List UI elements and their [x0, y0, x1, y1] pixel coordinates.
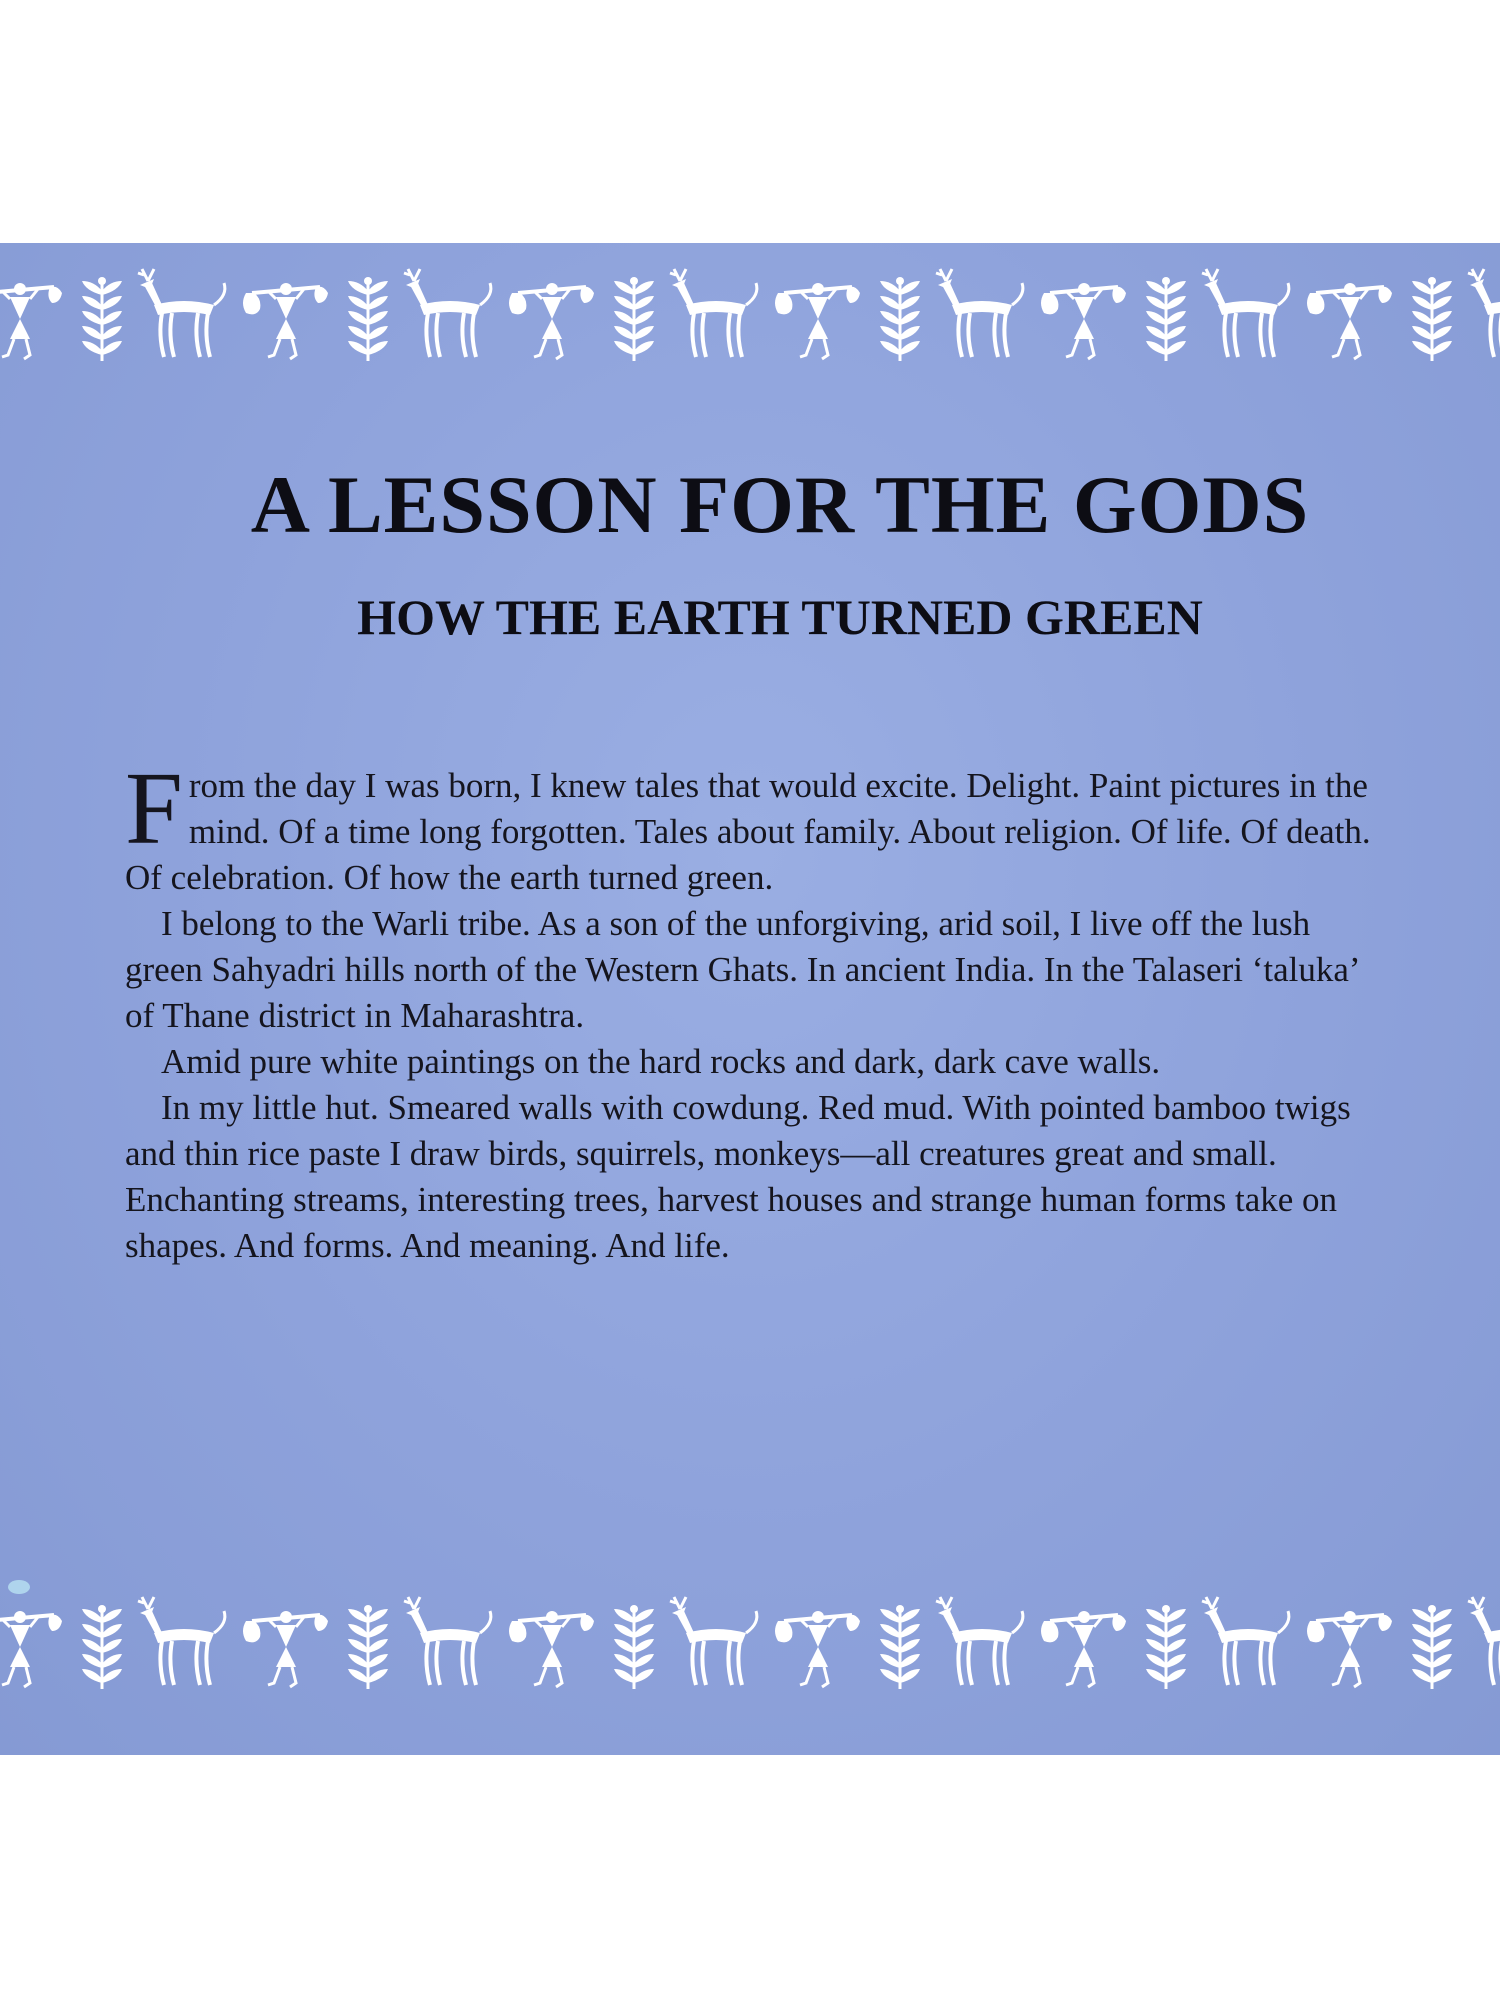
- porter-with-bundles-icon: [1041, 1611, 1126, 1687]
- drop-cap: F: [125, 751, 183, 866]
- deer-icon: [1468, 1597, 1500, 1685]
- deer-icon: [670, 269, 757, 357]
- porter-with-bundles-icon: [775, 283, 860, 359]
- porter-with-bundles-icon: [509, 1611, 594, 1687]
- leaf-plant-icon: [348, 1605, 388, 1689]
- book-page-panel: [0, 243, 1500, 1755]
- paragraph-3: Amid pure white paintings on the hard rocks and dark, dark cave walls.: [161, 1042, 1161, 1081]
- paragraph-2: I belong to the Warli tribe. As a son of the unforgiving, arid soil, I live off the lush green Sahyadri hills north of the Western Ghats. In ancient India. In the Talaseri ‘taluka’ of Thane district in Maharashtra.: [125, 904, 1358, 1035]
- porter-with-bundles-icon: [243, 283, 328, 359]
- paragraph-1-text: rom the day I was born, I knew tales that would excite. Delight. Paint pictures in the mind. Of a time long forgotten. Tales about family. About religion. Of life. Of death. Of celebration. Of how the earth turned green.: [125, 766, 1371, 897]
- leaf-plant-icon: [1412, 277, 1452, 361]
- leaf-plant-icon: [880, 1605, 920, 1689]
- deer-icon: [404, 1597, 491, 1685]
- deer-icon: [936, 269, 1023, 357]
- porter-with-bundles-icon: [0, 1611, 62, 1687]
- deer-icon: [670, 1597, 757, 1685]
- porter-with-bundles-icon: [1307, 1611, 1392, 1687]
- leaf-plant-icon: [82, 1605, 122, 1689]
- leaf-plant-icon: [1146, 277, 1186, 361]
- porter-with-bundles-icon: [1307, 283, 1392, 359]
- deer-icon: [404, 269, 491, 357]
- paragraph-1: [125, 751, 1375, 901]
- deer-icon: [936, 1597, 1023, 1685]
- deer-icon: [1468, 269, 1500, 357]
- porter-with-bundles-icon: [0, 283, 62, 359]
- deer-icon: [1202, 269, 1289, 357]
- deer-icon: [138, 269, 225, 357]
- leaf-plant-icon: [614, 1605, 654, 1689]
- leaf-plant-icon: [82, 277, 122, 361]
- leaf-plant-icon: [614, 277, 654, 361]
- page-subtitle: HOW THE EARTH TURNED GREEN: [357, 589, 1203, 645]
- porter-with-bundles-icon: [243, 1611, 328, 1687]
- porter-with-bundles-icon: [775, 1611, 860, 1687]
- warli-border-bottom: [0, 1591, 1500, 1701]
- deer-icon: [138, 1597, 225, 1685]
- leaf-plant-icon: [880, 277, 920, 361]
- porter-with-bundles-icon: [509, 283, 594, 359]
- page-title: A LESSON FOR THE GODS: [250, 459, 1310, 550]
- paragraph-4: In my little hut. Smeared walls with cowdung. Red mud. With pointed bamboo twigs and thin rice paste I draw birds, squirrels, monkeys—all creatures great and small. Enchanting streams, interesting trees, harvest houses and strange human forms take on shapes. And forms. And meaning. And life.: [125, 1088, 1351, 1265]
- porter-with-bundles-icon: [1041, 283, 1126, 359]
- story-text: [125, 751, 1375, 1269]
- leaf-plant-icon: [1146, 1605, 1186, 1689]
- leaf-plant-icon: [1412, 1605, 1452, 1689]
- deer-icon: [1202, 1597, 1289, 1685]
- leaf-plant-icon: [348, 277, 388, 361]
- warli-border-top: [0, 263, 1500, 373]
